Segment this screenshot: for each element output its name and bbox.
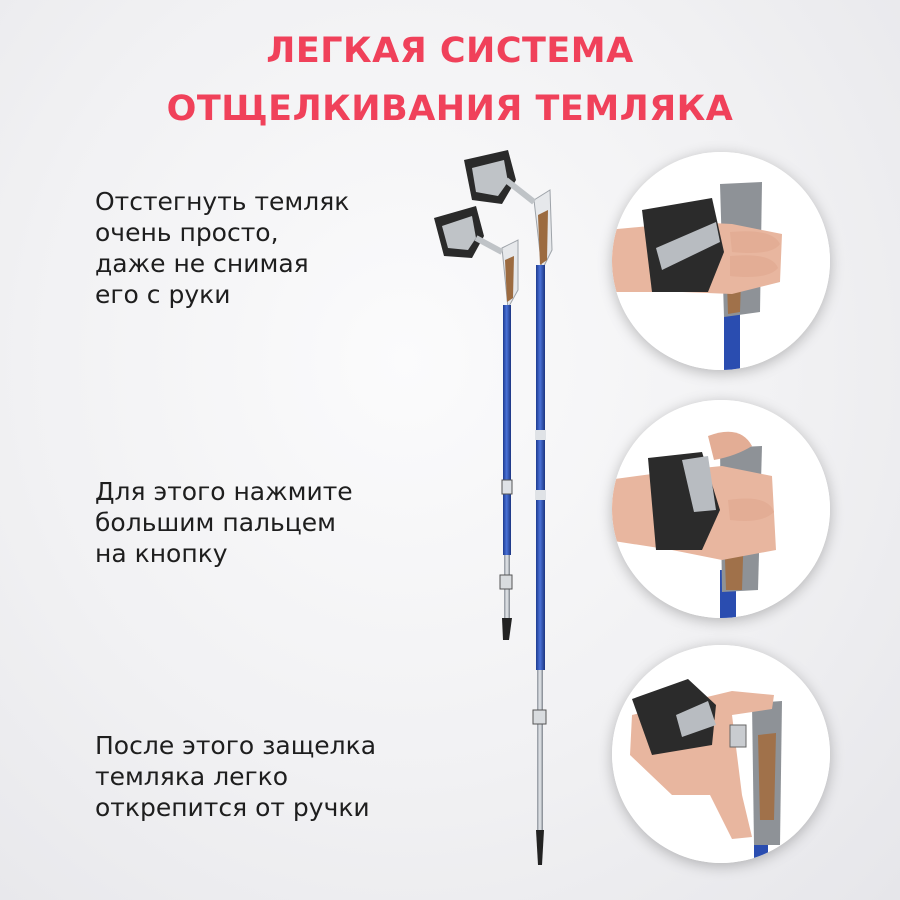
step-1-line: его с руки [95, 280, 231, 309]
step-2-line: Для этого нажмите [95, 477, 353, 506]
headline [0, 22, 900, 138]
nordic-walking-poles-image [410, 140, 590, 880]
pole-short [434, 206, 518, 640]
step-2-photo [612, 400, 830, 618]
step-3-line: темляка легко [95, 762, 289, 791]
step-1-line: очень просто, [95, 218, 279, 247]
step-1-text [95, 186, 415, 310]
step-1-photo [612, 152, 830, 370]
headline-line-2: ОТЩЕЛКИВАНИЯ ТЕМЛЯКА [166, 89, 734, 129]
step-3-photo [612, 645, 830, 863]
step-1-line: даже не снимая [95, 249, 309, 278]
step-2-text [95, 476, 415, 569]
step-2-line: на кнопку [95, 539, 228, 568]
step-1-line: Отстегнуть темляк [95, 187, 350, 216]
step-2-line: большим пальцем [95, 508, 336, 537]
headline-line-1: ЛЕГКАЯ СИСТЕМА [266, 31, 634, 71]
step-3-line: открепится от ручки [95, 793, 370, 822]
step-3-line: После этого защелка [95, 731, 377, 760]
step-3-text [95, 730, 415, 823]
